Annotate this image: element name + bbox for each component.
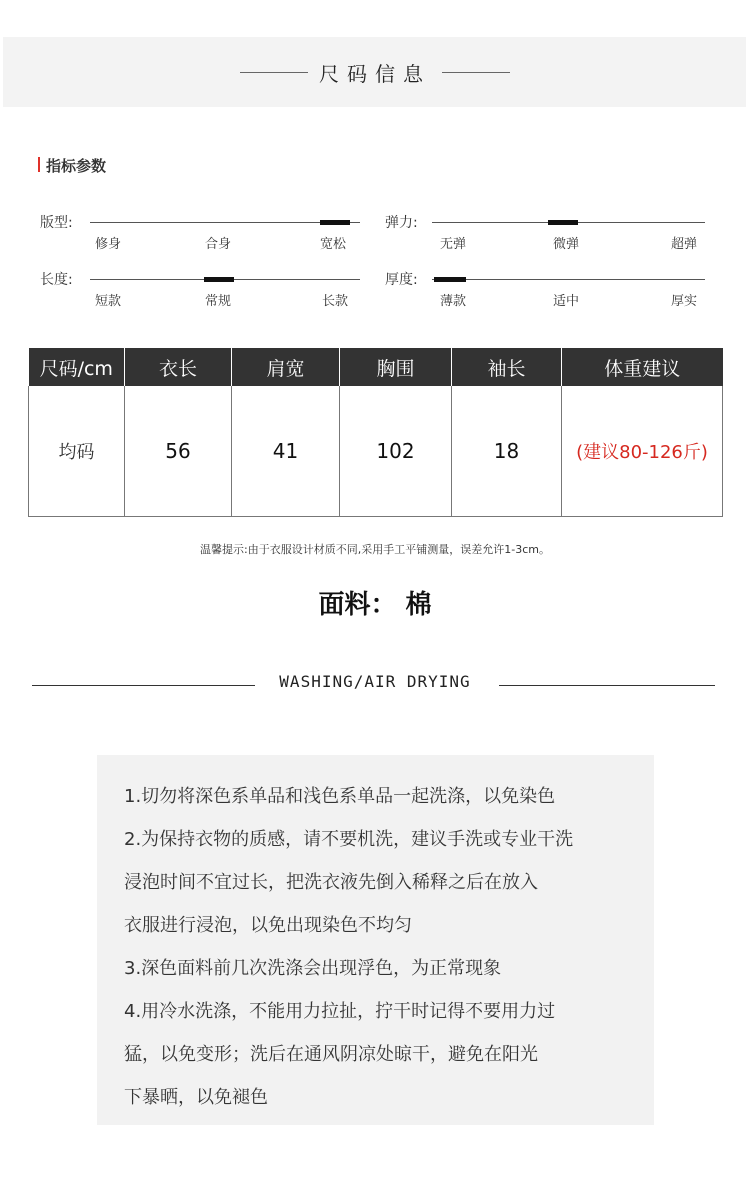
length-scale-marker: [204, 277, 234, 282]
measurement-tip: 温馨提示:由于衣服设计材质不同,采用手工平铺测量，误差允许1-3cm。: [200, 543, 550, 556]
length-option-regular: 常规: [205, 294, 232, 309]
col-header-length: 衣长: [125, 348, 232, 386]
care-instructions-box: [97, 755, 654, 1125]
care-line: 猛，以免变形；洗后在通风阴凉处晾干，避免在阳光: [124, 1044, 538, 1065]
col-header-shoulder: 肩宽: [232, 348, 340, 386]
care-instructions-list: [124, 775, 573, 1119]
fit-option-regular: 合身: [205, 237, 232, 252]
washing-title: WASHING/AIR DRYING: [279, 672, 471, 691]
fit-scale-marker: [320, 220, 350, 225]
thickness-option-thick: 厚实: [671, 294, 698, 309]
length-label: 长度:: [40, 272, 73, 288]
length-option-short: 短款: [95, 294, 122, 309]
fit-option-loose: 宽松: [320, 237, 347, 252]
cell-length: 56: [125, 386, 232, 517]
table-header-row: [29, 348, 723, 386]
table-row: [29, 386, 723, 517]
thickness-label: 厚度:: [385, 272, 418, 288]
fit-option-slim: 修身: [95, 237, 122, 252]
col-header-sleeve: 袖长: [452, 348, 562, 386]
stretch-option-none: 无弹: [440, 237, 467, 252]
cell-shoulder: 41: [232, 386, 340, 517]
care-line: 3.深色面料前几次洗涤会出现浮色，为正常现象: [124, 958, 502, 979]
stretch-scale-marker: [548, 220, 578, 225]
care-line: 浸泡时间不宜过长，把洗衣液先倒入稀释之后在放入: [124, 872, 538, 893]
stretch-option-high: 超弹: [671, 237, 698, 252]
thickness-option-thin: 薄款: [440, 294, 467, 309]
stretch-option-slight: 微弹: [553, 237, 580, 252]
care-line: 1.切勿将深色系单品和浅色系单品一起洗涤，以免染色: [124, 786, 556, 807]
col-header-chest: 胸围: [340, 348, 452, 386]
stretch-label: 弹力:: [385, 215, 418, 231]
length-option-long: 长款: [322, 294, 349, 309]
cell-weight: (建议80-126斤): [562, 386, 723, 517]
col-header-weight: 体重建议: [562, 348, 723, 386]
cell-chest: 102: [340, 386, 452, 517]
fabric-info: 面料： 棉: [318, 590, 432, 620]
thickness-scale-marker: [434, 277, 466, 282]
size-table: [28, 348, 723, 517]
cell-sleeve: 18: [452, 386, 562, 517]
page-title: 尺码信息: [319, 62, 431, 86]
col-header-size: 尺码/cm: [29, 348, 125, 386]
care-line: 2.为保持衣物的质感，请不要机洗，建议手洗或专业干洗: [124, 829, 574, 850]
care-line: 4.用冷水洗涤，不能用力拉扯，拧干时记得不要用力过: [124, 1001, 556, 1022]
section-accent-bar: [38, 157, 40, 172]
fit-label: 版型:: [40, 215, 73, 231]
cell-size: 均码: [29, 386, 125, 517]
care-line: 衣服进行浸泡，以免出现染色不均匀: [124, 915, 412, 936]
section-label: 指标参数: [46, 157, 107, 175]
thickness-option-medium: 适中: [553, 294, 580, 309]
care-line: 下暴晒，以免褪色: [124, 1087, 268, 1108]
thickness-scale-line: [432, 279, 705, 280]
